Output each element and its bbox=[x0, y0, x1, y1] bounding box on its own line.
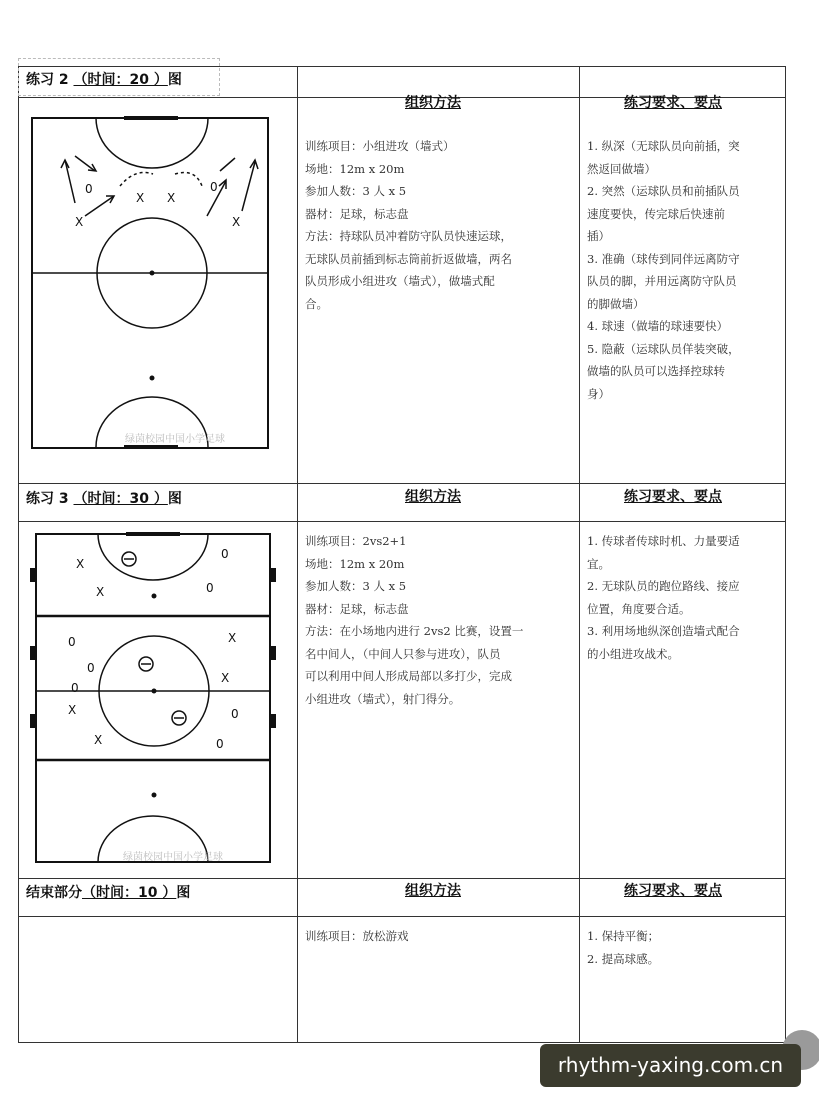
player-x-label: X bbox=[68, 703, 77, 717]
player-o-label: 0 bbox=[210, 180, 218, 194]
player-x-label: X bbox=[136, 191, 145, 205]
player-o-label: 0 bbox=[231, 707, 239, 721]
requirements-text: 1. 保持平衡； 2. 提高球感。 bbox=[587, 929, 660, 966]
requirements-text: 1. 纵深（无球队员向前插，突 然返回做墙） 2. 突然（运球队员和前插队员 速度要快，传完球后快速前 插） 3. 准确（球传到同伴远离防守 队员的脚，并用远离防守队员 的脚做墙） 4. 球速（做墙的球速要快） 5. 隐蔽（运球队员佯装突破， 做墙的队员可以选择控球转 身） bbox=[587, 139, 740, 401]
player-o-label: 0 bbox=[68, 635, 76, 649]
org-method-header: 组织方法 bbox=[405, 95, 461, 111]
player-x-label: X bbox=[167, 191, 176, 205]
player-o-label: 0 bbox=[206, 581, 214, 595]
player-x-label: X bbox=[232, 215, 241, 229]
requirements-header: 练习要求、要点 bbox=[624, 489, 722, 505]
player-x-label: X bbox=[75, 215, 84, 229]
site-watermark: rhythm-yaxing.com.cn bbox=[540, 1044, 801, 1087]
player-o-label: 0 bbox=[85, 182, 93, 196]
org-method-text: 训练项目：2vs2+1 场地：12m x 20m 参加人数：3 人 x 5 器材：足球，标志盘 方法：在小场地内进行 2vs2 比赛，设置一 名中间人，（中间人只参与进攻），队员 可以利用中间人形成局部以多打少，完成 小组进攻（墙式），射门得分。 bbox=[305, 534, 524, 706]
section-title: 练习 2 （时间：20 ）图 bbox=[26, 72, 182, 88]
section-title: 练习 3 （时间：30 ）图 bbox=[26, 491, 182, 507]
drill-2-field-diagram bbox=[30, 116, 270, 450]
section-title: 结束部分（时间：10 ）图 bbox=[26, 885, 191, 901]
org-method-text: 训练项目：小组进攻（墙式） 场地：12m x 20m 参加人数：3 人 x 5 器材：足球，标志盘 方法：持球队员冲着防守队员快速运球， 无球队员前插到标志筒前折返做墙，两名 队员形成小组进攻（墙式），做墙式配 合。 bbox=[305, 139, 512, 311]
player-o-label: 0 bbox=[71, 681, 79, 695]
org-method-header: 组织方法 bbox=[405, 883, 461, 899]
player-x-label: X bbox=[94, 733, 103, 747]
player-x-label: X bbox=[96, 585, 105, 599]
faint-watermark-text: 绿茵校园中国小学足球 bbox=[123, 852, 223, 863]
org-method-text: 训练项目：放松游戏 bbox=[305, 929, 409, 943]
drill-3-field-diagram bbox=[28, 532, 278, 864]
player-o-label: 0 bbox=[221, 547, 229, 561]
requirements-header: 练习要求、要点 bbox=[624, 95, 722, 111]
org-method-header: 组织方法 bbox=[405, 489, 461, 505]
player-x-label: X bbox=[228, 631, 237, 645]
faint-watermark-text: 绿茵校园中国小学足球 bbox=[125, 434, 225, 445]
player-x-label: X bbox=[221, 671, 230, 685]
requirements-text: 1. 传球者传球时机、力量要适 宜。 2. 无球队员的跑位路线、接应 位置，角度要合适。 3. 利用场地纵深创造墙式配合 的小组进攻战术。 bbox=[587, 534, 740, 661]
player-o-label: 0 bbox=[216, 737, 224, 751]
player-x-label: X bbox=[76, 557, 85, 571]
player-o-label: 0 bbox=[87, 661, 95, 675]
requirements-header: 练习要求、要点 bbox=[624, 883, 722, 899]
